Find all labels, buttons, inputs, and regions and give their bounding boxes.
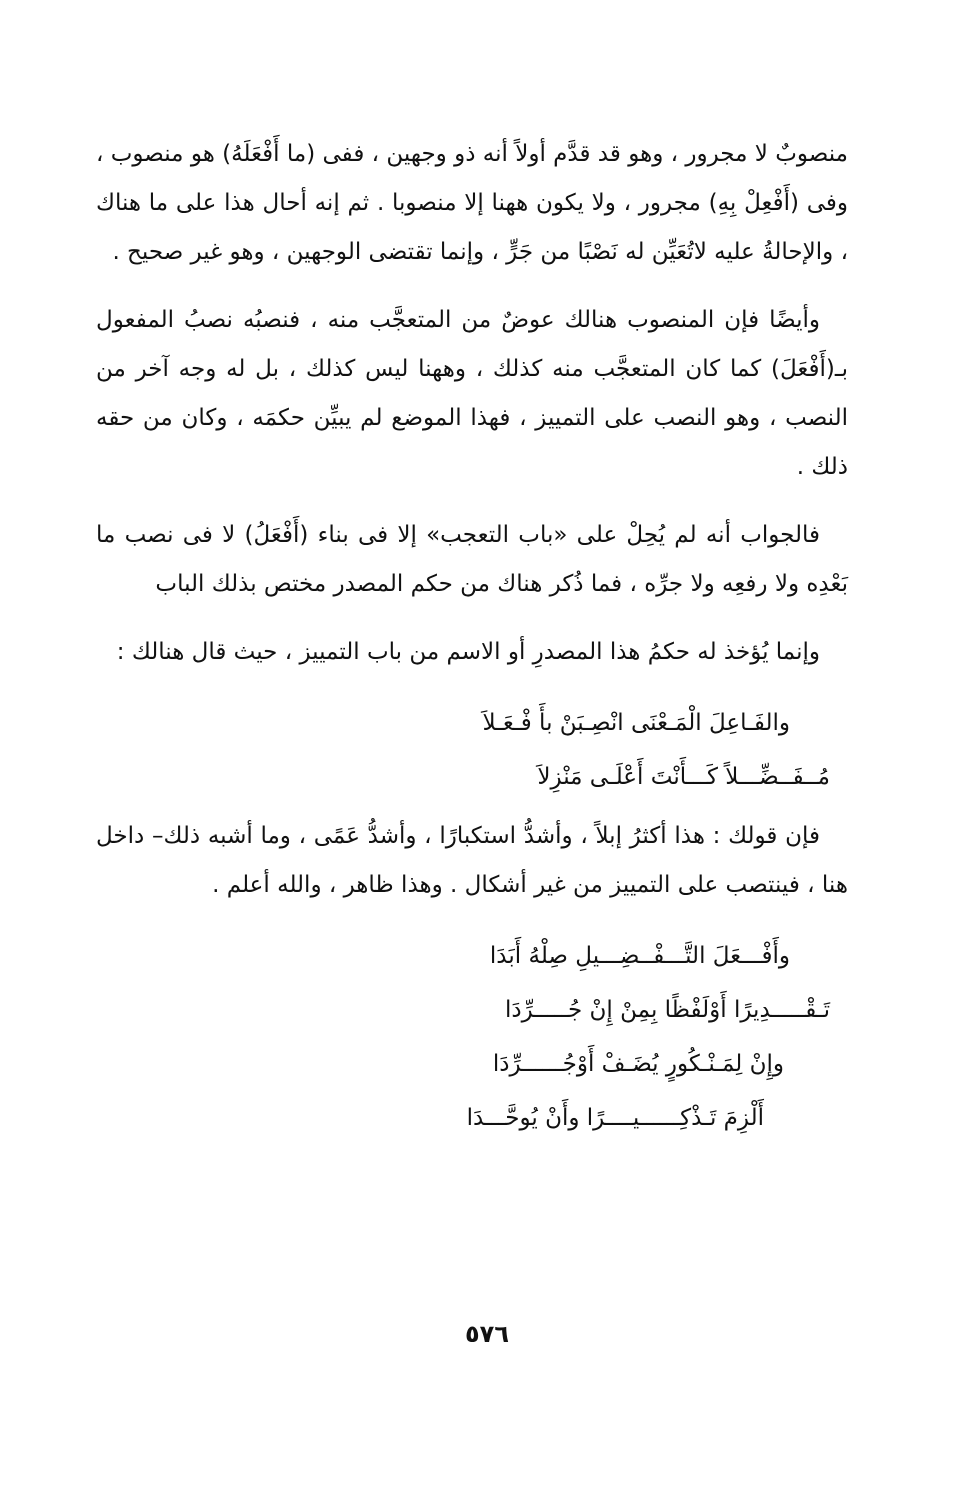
paragraph-3: فالجواب أنه لم يُحِلْ على «باب التعجب» إلا فى بناء (أَفْعَلُ) لا فى نصب ما بَعْدِه ولا رفعِه ولا جرِّه ، فما ذُكر هناك من حكم المصدر مختص بذلك الباب — [96, 522, 848, 597]
paragraph-2: وأيضًا فإن المنصوب هنالك عوضٌ من المتعجَّب منه ، فنصبُه نصبُ المفعول بـ(أَفْعَلَ) كما كان المتعجَّب منه كذلك ، وههنا ليس كذلك ، بل له وجه آخر من النصب ، وهو النصب على التمييز ، فهذا الموضع لم يبيِّن حكمَه ، وكان من حقه ذلك . — [96, 307, 848, 480]
verse-line-5: وإِنْ لِمَـنْـكُورٍ يُضَـفْ أَوْجُــــــرِّدَا — [492, 1051, 784, 1077]
verse-line-2: مُــفَــضِّـــلاً كَـــأَنْتَ أَعْلَـى مَنْزِلاَ — [537, 764, 830, 790]
verse-block-1 — [96, 696, 848, 804]
paragraph-1: منصوبٌ لا مجرور ، وهو قد قدَّم أولاً أنه ذو وجهين ، ففى (ما أَفْعَلَهُ) هو منصوب ، وفى (أَفْعِلْ بِهِ) مجرور ، ولا يكون ههنا إلا منصوبا . ثم إنه أحال هذا على ما هناك ، والإحالةُ عليه لاتُعَيِّن له نَصْبًا من جَرٍّ ، وإنما تقتضى الوجهين ، وهو غير صحيح . — [96, 141, 848, 265]
paragraph-4: وإنما يُؤخذ له حكمُ هذا المصدرِ أو الاسم من باب التمييز ، حيث قال هنالك : — [116, 639, 820, 665]
verse-line-1: والفَـاعِلَ الْمَـعْنَى انْصِـبَنْ بأَ فْـعَـلاَ — [482, 710, 790, 736]
verse-line-4: تَـقْـــــدِيرًا أَوْلَفْظًا بِمِنْ إِنْ جُـــــرِّدَا — [505, 997, 830, 1023]
verse-block-2 — [96, 929, 848, 1145]
verse-line-3: وأَفْـــعَلَ التَّـــفْــضِـــيلِ صِلْهُ أَبَدَا — [489, 943, 790, 969]
paragraph-5: فإن قولك : هذا أكثرُ إبلاً ، وأشدُّ استكبارًا ، وأشدُّ عَمًى ، وما أشبه ذلك– داخل هنا ، فينتصب على التمييز من غير أشكال . وهذا ظاهر ، والله أعلم . — [96, 823, 848, 898]
verse-line-6: أَلْزِمَ تَـذْكِــــــيــــرًا وأَنْ يُوحَّـــدَا — [466, 1105, 764, 1131]
page-body — [96, 130, 848, 1153]
page-number: ٥٧٦ — [465, 1320, 509, 1348]
